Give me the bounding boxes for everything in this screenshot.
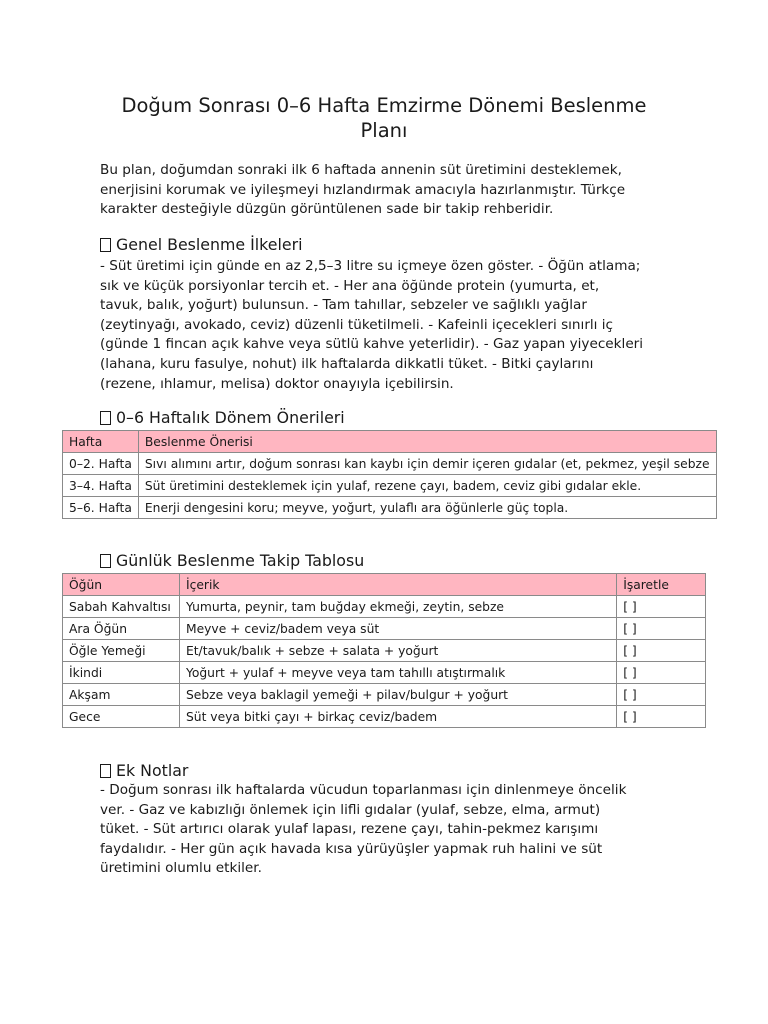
intro-line: enerjisini korumak ve iyileşmeyi hızlandırmak amacıyla hazırlanmıştır. Türkçe (100, 181, 626, 198)
checkbox-placeholder[interactable]: [ ] (617, 684, 706, 706)
checkbox-placeholder[interactable]: [ ] (617, 706, 706, 728)
daily-tracking-table (62, 573, 706, 728)
table-cell: Yoğurt + yulaf + meyve veya tam tahıllı atıştırmalık (179, 662, 616, 684)
table-cell: Öğle Yemeği (63, 640, 180, 662)
table-row (63, 706, 706, 728)
general-principles-paragraph (100, 257, 670, 394)
table-header-row (63, 574, 706, 596)
paragraph-line: tavuk, balık, yoğurt) bulunsun. - Tam tahıllar, sebzeler ve sağlıklı yağlar (100, 297, 587, 314)
missing-glyph-icon (100, 411, 111, 425)
notes-paragraph (100, 781, 670, 879)
column-header: Öğün (63, 574, 180, 596)
column-header: Beslenme Önerisi (138, 431, 716, 453)
table-cell: Akşam (63, 684, 180, 706)
table-cell: İkindi (63, 662, 180, 684)
weekly-recommendations-table (62, 430, 717, 519)
intro-line: karakter desteğiyle düzgün görüntülenen sade bir takip rehberidir. (100, 201, 554, 218)
table-row (63, 596, 706, 618)
table-cell: Enerji dengesini koru; meyve, yoğurt, yulaflı ara öğünlerle güç topla. (138, 497, 716, 519)
column-header: İşaretle (617, 574, 706, 596)
paragraph-line: üretimini olumlu etkiler. (100, 860, 262, 877)
checkbox-placeholder[interactable]: [ ] (617, 662, 706, 684)
table-cell: Sebze veya baklagil yemeği + pilav/bulgur + yoğurt (179, 684, 616, 706)
section-heading-label: Günlük Beslenme Takip Tablosu (116, 551, 365, 570)
table-cell: Yumurta, peynir, tam buğday ekmeği, zeytin, sebze (179, 596, 616, 618)
column-header: Hafta (63, 431, 139, 453)
paragraph-line: sık ve küçük porsiyonlar tercih et. - Her ana öğünde protein (yumurta, et, (100, 277, 600, 294)
paragraph-line: - Doğum sonrası ilk haftalarda vücudun toparlanması için dinlenmeye öncelik (100, 782, 627, 798)
table-header-row (63, 431, 717, 453)
section-heading-weekly (100, 408, 670, 428)
table-row (63, 640, 706, 662)
table-row (63, 662, 706, 684)
table-cell: Süt üretimini desteklemek için yulaf, rezene çayı, badem, ceviz gibi gıdalar ekle. (138, 475, 716, 497)
paragraph-line: (günde 1 fincan açık kahve veya sütlü kahve yeterlidir). - Gaz yapan yiyecekleri (100, 336, 644, 353)
paragraph-line: - Süt üretimi için günde en az 2,5–3 litre su içmeye özen göster. - Öğün atlama; (100, 258, 641, 274)
table-row (63, 618, 706, 640)
intro-line: Bu plan, doğumdan sonraki ilk 6 haftada annenin süt üretimini desteklemek, (100, 162, 622, 178)
table-cell: Sabah Kahvaltısı (63, 596, 180, 618)
table-cell: 5–6. Hafta (63, 497, 139, 519)
paragraph-line: ver. - Gaz ve kabızlığı önlemek için lifli gıdalar (yulaf, sebze, elma, armut) (100, 801, 601, 818)
document-title: Doğum Sonrası 0–6 Hafta Emzirme Dönemi Beslenme Planı (121, 94, 647, 142)
table-row (63, 475, 717, 497)
table-cell: Gece (63, 706, 180, 728)
checkbox-placeholder[interactable]: [ ] (617, 618, 706, 640)
table-row (63, 453, 717, 475)
paragraph-line: faydalıdır. - Her gün açık havada kısa yürüyüşler yapmak ruh halini ve süt (100, 840, 603, 857)
section-heading-label: 0–6 Haftalık Dönem Önerileri (116, 408, 345, 427)
table-row (63, 684, 706, 706)
checkbox-placeholder[interactable]: [ ] (617, 596, 706, 618)
table-cell: Ara Öğün (63, 618, 180, 640)
table-cell: 0–2. Hafta (63, 453, 139, 475)
table-cell: Süt veya bitki çayı + birkaç ceviz/badem (179, 706, 616, 728)
column-header: İçerik (179, 574, 616, 596)
missing-glyph-icon (100, 238, 111, 252)
section-heading-daily-tracking (100, 551, 670, 571)
section-heading-general (100, 235, 670, 255)
checkbox-placeholder[interactable]: [ ] (617, 640, 706, 662)
missing-glyph-icon (100, 554, 111, 568)
section-heading-label: Ek Notlar (116, 761, 189, 780)
intro-paragraph (100, 161, 670, 220)
missing-glyph-icon (100, 764, 111, 778)
paragraph-line: (rezene, ıhlamur, melisa) doktor onayıyla içebilirsin. (100, 375, 454, 392)
paragraph-line: (lahana, kuru fasulye, nohut) ilk haftalarda dikkatli tüket. - Bitki çaylarını (100, 355, 594, 372)
section-heading-label: Genel Beslenme İlkeleri (116, 235, 303, 254)
table-cell: Et/tavuk/balık + sebze + salata + yoğurt (179, 640, 616, 662)
section-heading-notes (100, 761, 670, 781)
table-cell: 3–4. Hafta (63, 475, 139, 497)
paragraph-line: (zeytinyağı, avokado, ceviz) düzenli tüketilmeli. - Kafeinli içecekleri sınırlı iç (100, 316, 614, 333)
paragraph-line: tüket. - Süt artırıcı olarak yulaf lapası, rezene çayı, tahin-pekmez karışımı (100, 821, 599, 838)
table-row (63, 497, 717, 519)
table-cell: Sıvı alımını artır, doğum sonrası kan kaybı için demir içeren gıdalar (et, pekmez, yeşil sebze (138, 453, 716, 475)
table-cell: Meyve + ceviz/badem veya süt (179, 618, 616, 640)
